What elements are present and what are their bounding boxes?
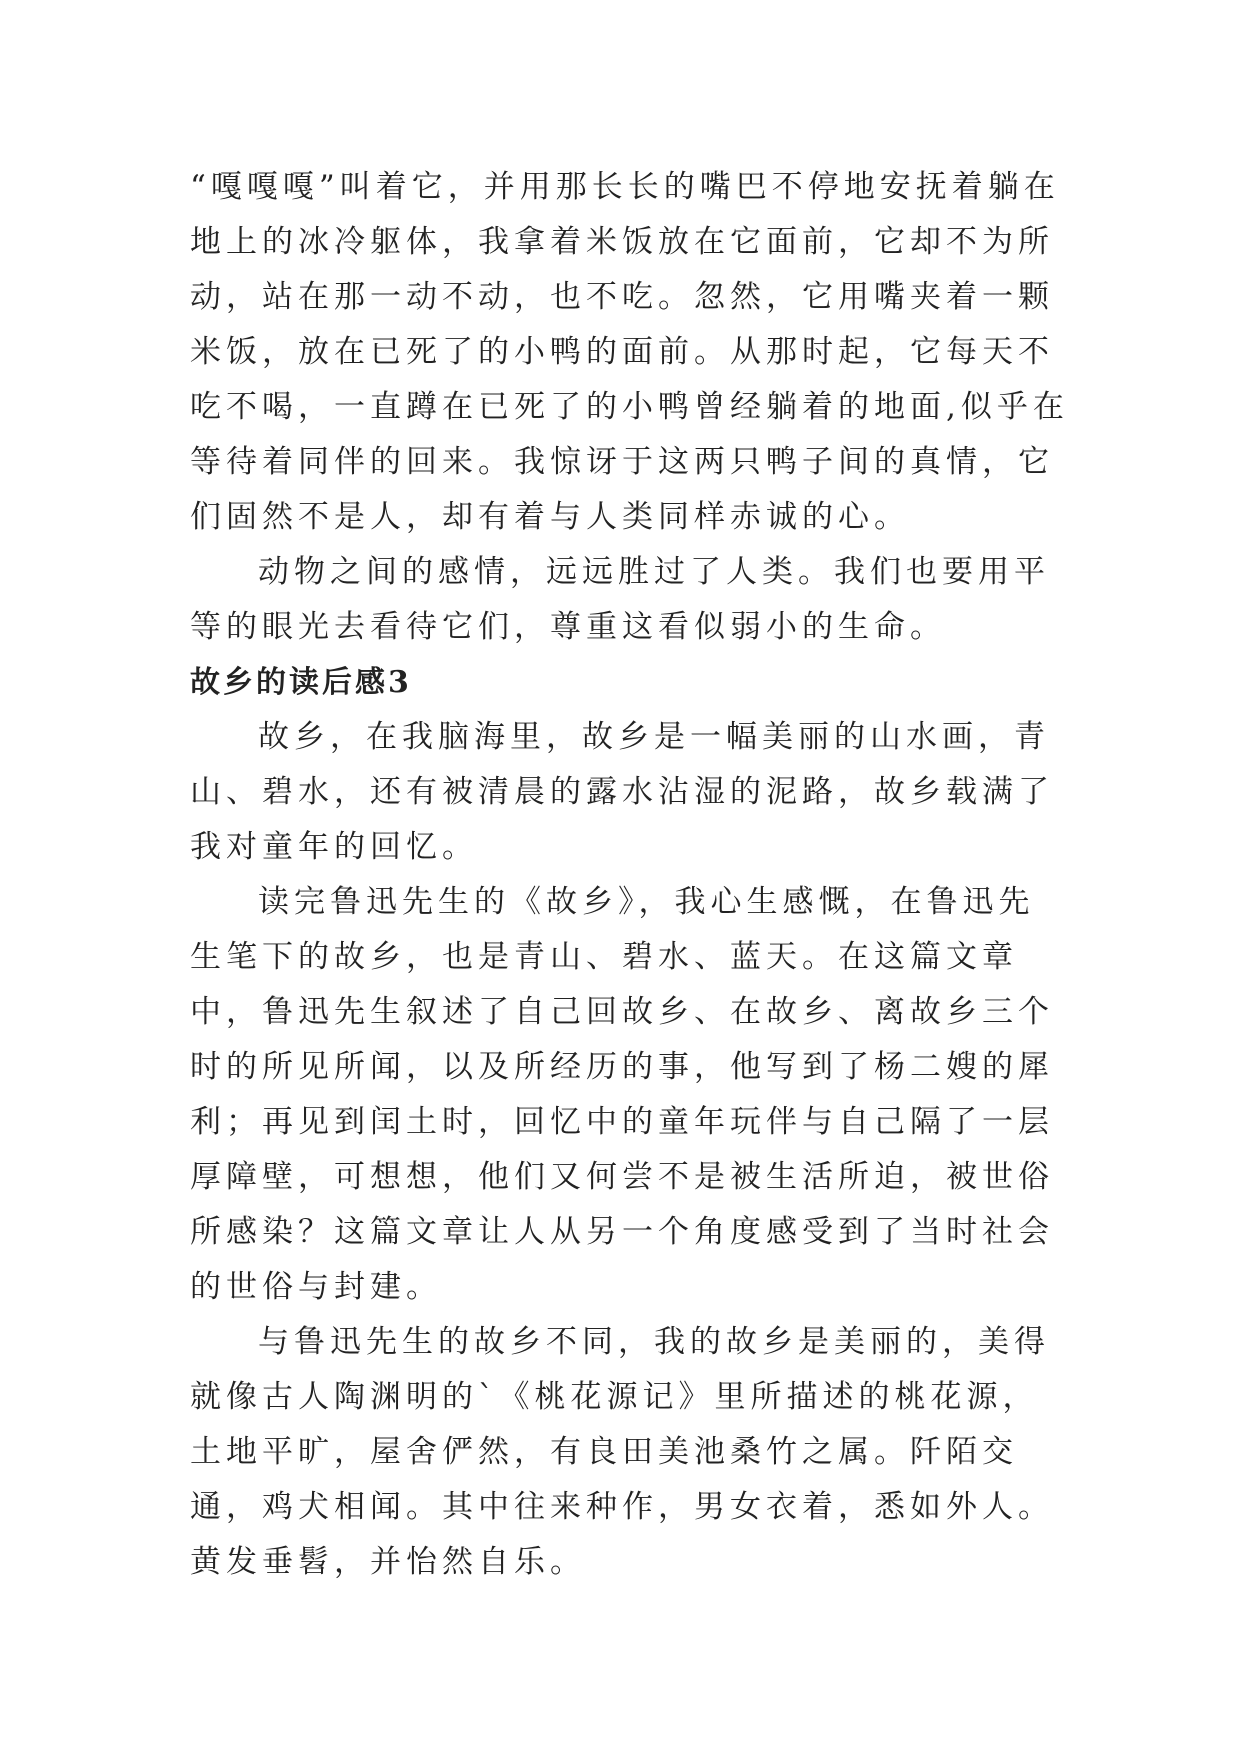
paragraph-ducks-story: “嘎嘎嘎”叫着它，并用那长长的嘴巴不停地安抚着躺在地上的冰冷躯体，我拿着米饭放在它面前，它却不为所动，站在那一动不动，也不吃。忽然，它用嘴夹着一颗米饭，放在已死了的小鸭的面前。从那时起，它每天不吃不喝，一直蹲在已死了的小鸭曾经躺着的地面,似乎在等待着同伴的回来。我惊讶于这两只鸭子间的真情，它们固然不是人，却有着与人类同样赤诚的心。 <box>190 169 1069 535</box>
document-body <box>190 160 1070 1590</box>
section-title: 故乡的读后感3 <box>190 665 412 700</box>
paragraph-luxun-hometown: 读完鲁迅先生的《故乡》，我心生感慨，在鲁迅先生笔下的故乡，也是青山、碧水、蓝天。在这篇文章中，鲁迅先生叙述了自己回故乡、在故乡、离故乡三个时的所见所闻，以及所经历的事，他写到了杨二嫂的犀利；再见到闰土时，回忆中的童年玩伴与自己隔了一层厚障壁，可想想，他们又何尝不是被生活所迫，被世俗所感染？这篇文章让人从另一个角度感受到了当时社会的世俗与封建。 <box>190 884 1054 1305</box>
paragraph-my-hometown: 与鲁迅先生的故乡不同，我的故乡是美丽的，美得就像古人陶渊明的`《桃花源记》里所描述的桃花源，土地平旷，屋舍俨然，有良田美池桑竹之属。阡陌交通，鸡犬相闻。其中往来种作，男女衣着，悉如外人。黄发垂髫，并怡然自乐。 <box>190 1324 1054 1580</box>
paragraph-hometown-memory: 故乡，在我脑海里，故乡是一幅美丽的山水画，青山、碧水，还有被清晨的露水沾湿的泥路，故乡载满了我对童年的回忆。 <box>190 719 1054 865</box>
paragraph-animal-feelings: 动物之间的感情，远远胜过了人类。我们也要用平等的眼光去看待它们，尊重这看似弱小的生命。 <box>190 554 1050 645</box>
